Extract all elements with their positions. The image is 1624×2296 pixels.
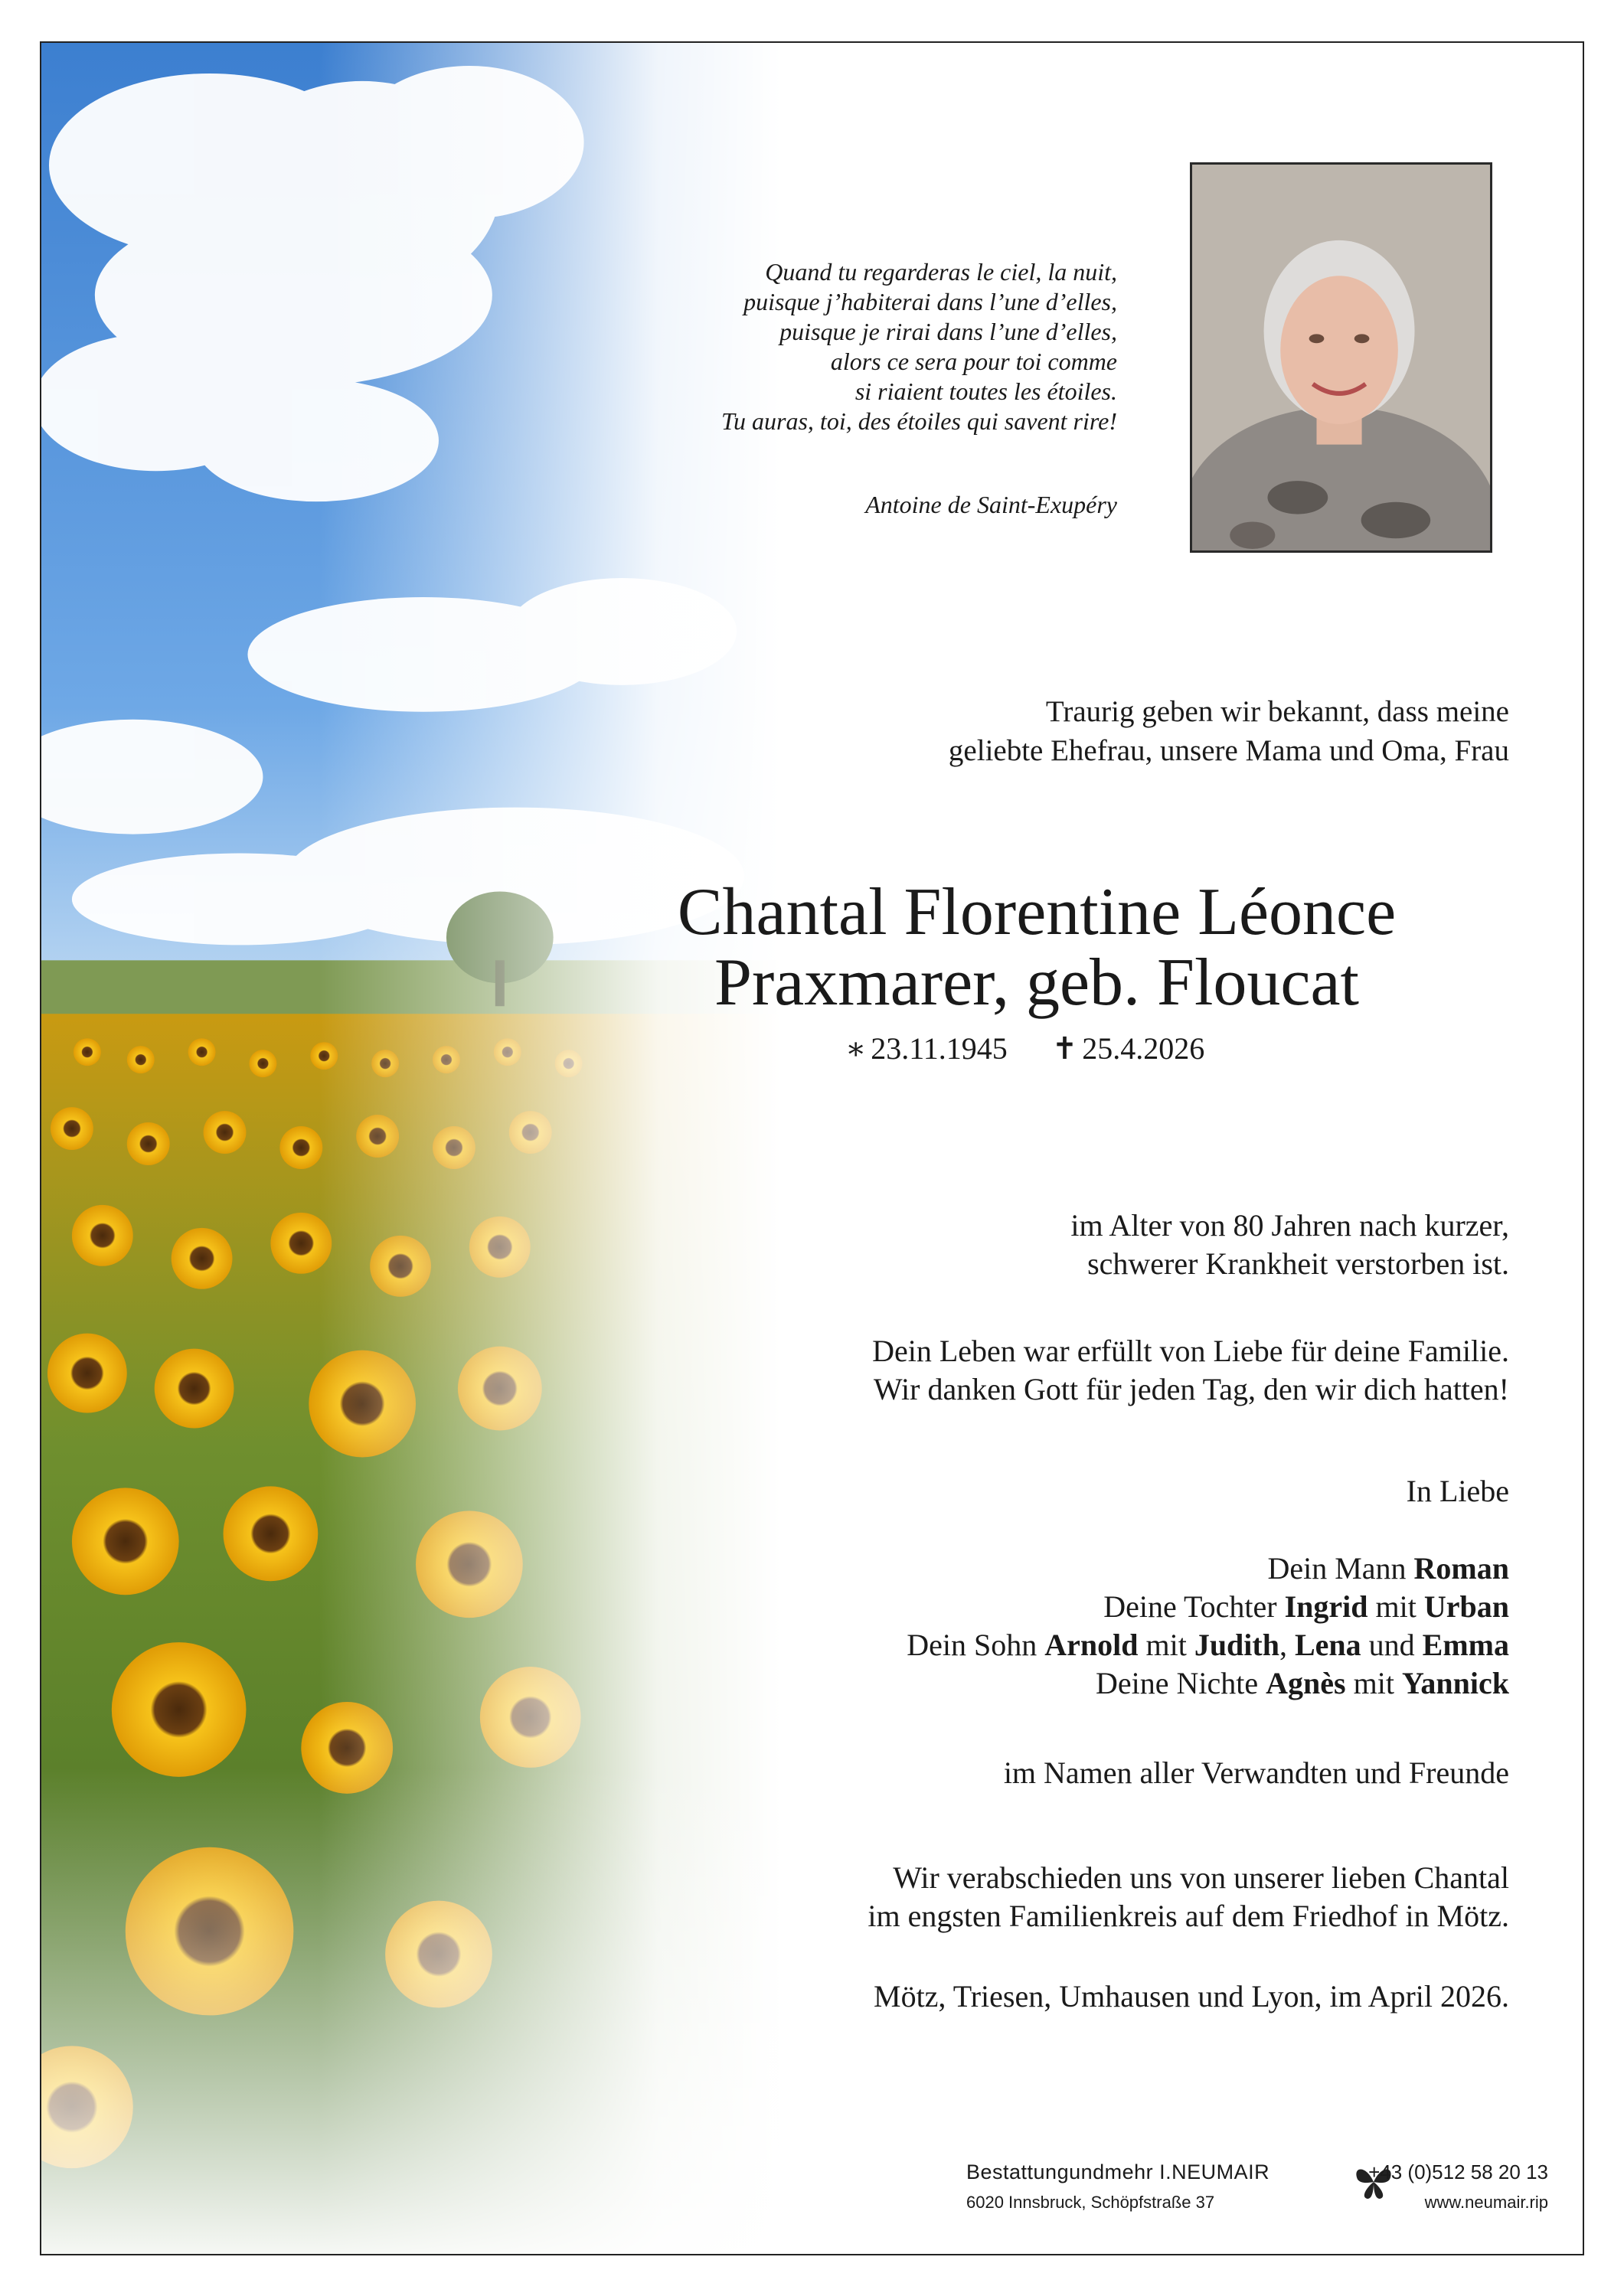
quote-line: Quand tu regarderas le ciel, la nuit, xyxy=(765,258,1117,286)
intro-text xyxy=(667,692,1509,770)
funeral-home-address: 6020 Innsbruck, Schöpfstraße 37 xyxy=(966,2193,1215,2212)
age-line: im Alter von 80 Jahren nach kurzer, xyxy=(1070,1208,1509,1243)
family-line: Deine Tochter Ingrid mit Urban xyxy=(1103,1589,1509,1624)
name-line-2: Praxmarer, geb. Floucat xyxy=(714,946,1359,1020)
intro-line: Traurig geben wir bekannt, dass meine xyxy=(1045,695,1509,728)
relatives-text: im Namen aller Verwandten und Freunde xyxy=(1003,1755,1509,1790)
age-line: schwerer Krankheit verstorben ist. xyxy=(1087,1246,1509,1281)
place-date: Mötz, Triesen, Umhausen und Lyon, im April 2026. xyxy=(874,1979,1509,2013)
farewell-line: Wir verabschieden uns von unserer lieben Chantal xyxy=(893,1860,1509,1895)
quote-line: alors ce sera pour toi comme xyxy=(830,348,1117,375)
family-line: Dein Sohn Arnold mit Judith, Lena und Emma xyxy=(907,1628,1509,1662)
poem-quote xyxy=(535,257,1117,436)
death-date-value: 25.4.2026 xyxy=(1082,1031,1205,1066)
in-liebe: In Liebe xyxy=(1406,1474,1509,1508)
birth-date xyxy=(845,1030,1008,1066)
star-icon: ∗ xyxy=(845,1031,867,1066)
quote-line: si riaient toutes les étoiles. xyxy=(854,377,1117,405)
deceased-name xyxy=(593,877,1481,1018)
cross-icon: ✝ xyxy=(1051,1031,1078,1066)
family-line: Dein Mann Roman xyxy=(1267,1551,1509,1586)
tribute-line: Wir danken Gott für jeden Tag, den wir dich hatten! xyxy=(873,1372,1509,1406)
life-dates xyxy=(845,1030,1204,1066)
tribute-text xyxy=(872,1332,1509,1409)
quote-line: Tu auras, toi, des étoiles qui savent rire! xyxy=(721,407,1117,435)
family-list xyxy=(907,1550,1509,1703)
name-line-1: Chantal Florentine Léonce xyxy=(677,875,1397,949)
intro-line: geliebte Ehefrau, unsere Mama und Oma, Frau xyxy=(948,734,1509,767)
funeral-home-footer xyxy=(966,2160,1548,2229)
birth-date-value: 23.11.1945 xyxy=(871,1031,1008,1066)
portrait-photo xyxy=(1190,162,1492,553)
farewell-text xyxy=(868,1859,1509,1935)
funeral-home-website: www.neumair.rip xyxy=(1424,2193,1548,2212)
death-date xyxy=(1052,1030,1205,1066)
family-line: Deine Nichte Agnès mit Yannick xyxy=(1096,1666,1509,1700)
obituary-page xyxy=(40,41,1584,2255)
funeral-home-phone: +43 (0)512 58 20 13 xyxy=(1368,2160,1548,2183)
funeral-home-brand: Bestattungundmehr I.NEUMAIR xyxy=(966,2160,1270,2183)
tribute-line: Dein Leben war erfüllt von Liebe für deine Familie. xyxy=(872,1334,1509,1368)
quote-author: Antoine de Saint-Exupéry xyxy=(865,491,1117,518)
quote-line: puisque j’habiterai dans l’une d’elles, xyxy=(743,288,1117,315)
quote-line: puisque je rirai dans l’une d’elles, xyxy=(779,318,1117,345)
farewell-line: im engsten Familienkreis auf dem Friedhof in Mötz. xyxy=(868,1899,1509,1933)
age-text xyxy=(1070,1207,1509,1283)
